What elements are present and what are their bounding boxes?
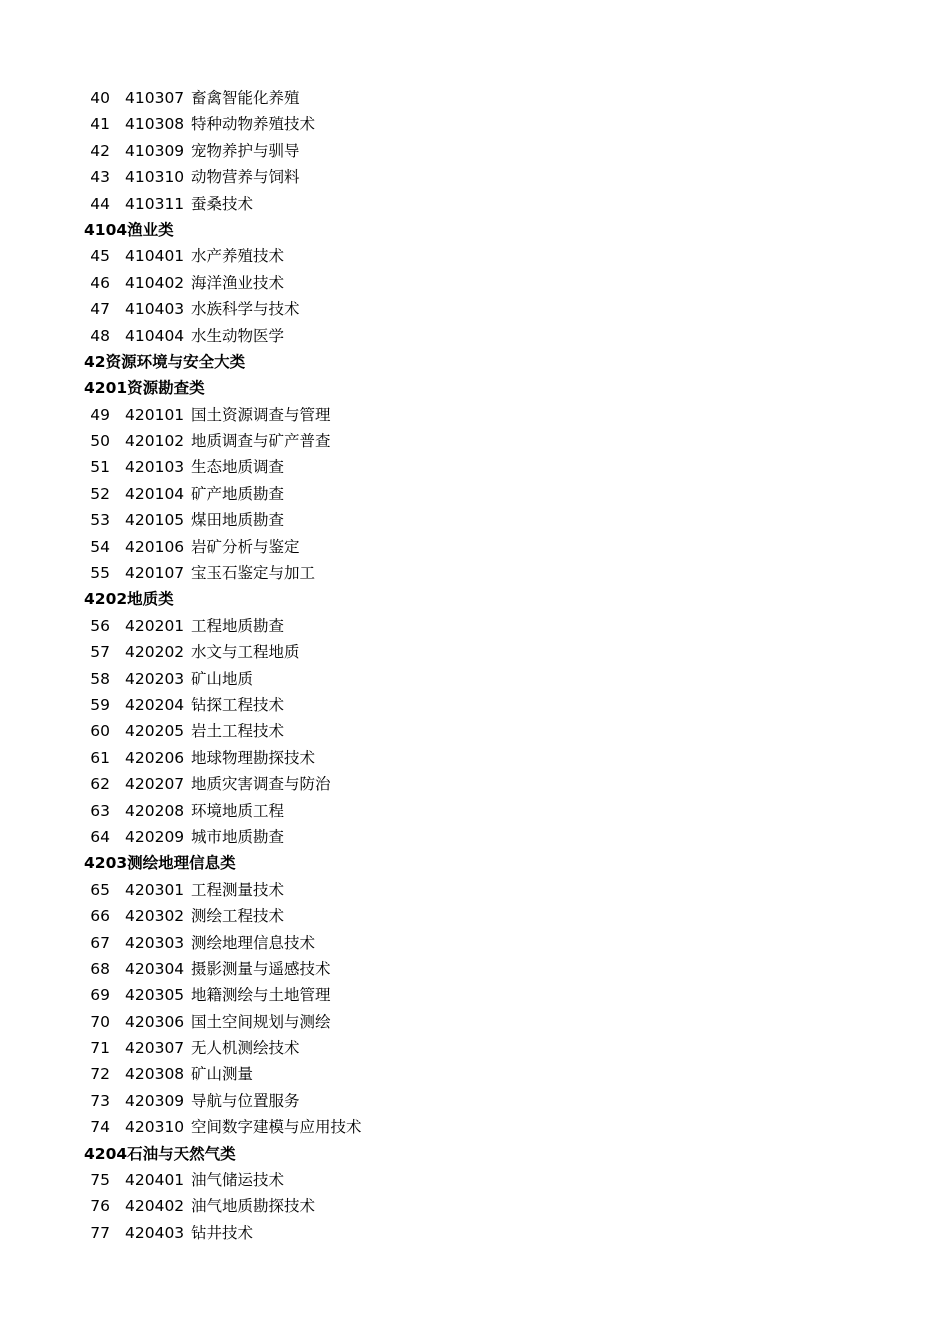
program-row	[0, 85, 950, 111]
program-name: 钻井技术	[191, 1223, 254, 1242]
program-code: 410309	[125, 141, 185, 160]
category-heading: 42资源环境与安全大类	[84, 352, 246, 371]
category-heading: 4203测绘地理信息类	[84, 854, 236, 873]
program-code: 420107	[125, 564, 185, 583]
program-code: 420205	[125, 722, 185, 741]
row-number: 65	[90, 880, 110, 899]
program-row	[0, 1009, 950, 1035]
category-heading: 4201资源勘查类	[84, 379, 205, 398]
program-name: 动物营养与饲料	[191, 168, 300, 187]
program-name: 矿山地质	[191, 669, 254, 688]
program-name: 矿山测量	[191, 1065, 254, 1084]
program-code: 410311	[125, 194, 185, 213]
row-number: 55	[90, 564, 110, 583]
row-number: 53	[90, 511, 110, 530]
category-heading: 4104渔业类	[84, 220, 174, 239]
program-code: 410404	[125, 326, 185, 345]
program-code: 420203	[125, 669, 185, 688]
program-name: 空间数字建模与应用技术	[191, 1118, 362, 1137]
program-code: 420306	[125, 1012, 185, 1031]
program-row	[0, 903, 950, 929]
row-number: 52	[90, 484, 110, 503]
row-number: 59	[90, 695, 110, 714]
program-code: 420102	[125, 432, 185, 451]
row-number: 64	[90, 827, 110, 846]
row-number: 63	[90, 801, 110, 820]
program-row	[0, 1167, 950, 1193]
program-row	[0, 1114, 950, 1140]
program-name: 蚕桑技术	[191, 194, 254, 213]
program-list	[0, 85, 950, 1246]
program-code: 420402	[125, 1197, 185, 1216]
row-number: 43	[90, 168, 110, 187]
program-row	[0, 296, 950, 322]
program-name: 生态地质调查	[191, 458, 285, 477]
program-name: 工程地质勘查	[191, 616, 285, 635]
program-name: 环境地质工程	[191, 801, 285, 820]
program-name: 水产养殖技术	[191, 247, 285, 266]
program-row	[0, 613, 950, 639]
program-name: 特种动物养殖技术	[191, 115, 316, 134]
program-row	[0, 692, 950, 718]
program-code: 420309	[125, 1091, 185, 1110]
program-row	[0, 191, 950, 217]
row-number: 72	[90, 1065, 110, 1084]
row-number: 48	[90, 326, 110, 345]
program-name: 国土资源调查与管理	[191, 405, 331, 424]
program-name: 海洋渔业技术	[191, 273, 285, 292]
row-number: 66	[90, 907, 110, 926]
program-row	[0, 982, 950, 1008]
row-number: 56	[90, 616, 110, 635]
program-row	[0, 824, 950, 850]
row-number: 47	[90, 300, 110, 319]
row-number: 44	[90, 194, 110, 213]
program-code: 420104	[125, 484, 185, 503]
program-name: 无人机测绘技术	[191, 1039, 300, 1058]
program-row	[0, 481, 950, 507]
program-name: 煤田地质勘查	[191, 511, 285, 530]
row-number: 77	[90, 1223, 110, 1242]
row-number: 40	[90, 89, 110, 107]
program-row	[0, 1061, 950, 1087]
program-row	[0, 718, 950, 744]
program-row	[0, 138, 950, 164]
row-number: 69	[90, 986, 110, 1005]
program-code: 420206	[125, 748, 185, 767]
row-number: 73	[90, 1091, 110, 1110]
program-code: 420101	[125, 405, 185, 424]
program-code: 420103	[125, 458, 185, 477]
program-row	[0, 402, 950, 428]
program-row	[0, 428, 950, 454]
program-row	[0, 666, 950, 692]
row-number: 62	[90, 775, 110, 794]
row-number: 46	[90, 273, 110, 292]
program-row	[0, 454, 950, 480]
row-number: 61	[90, 748, 110, 767]
program-name: 国土空间规划与测绘	[191, 1012, 331, 1031]
program-name: 油气储运技术	[191, 1171, 285, 1190]
program-row	[0, 507, 950, 533]
program-code: 410307	[125, 89, 185, 107]
program-row	[0, 243, 950, 269]
program-code: 420208	[125, 801, 185, 820]
program-code: 420209	[125, 827, 185, 846]
program-code: 420204	[125, 695, 185, 714]
program-code: 420207	[125, 775, 185, 794]
row-number: 68	[90, 959, 110, 978]
row-number: 50	[90, 432, 110, 451]
program-row	[0, 1193, 950, 1219]
row-number: 54	[90, 537, 110, 556]
program-name: 钻探工程技术	[191, 695, 285, 714]
program-name: 地质灾害调查与防治	[191, 775, 331, 794]
program-code: 410310	[125, 168, 185, 187]
program-name: 地质调查与矿产普查	[191, 432, 331, 451]
program-row	[0, 956, 950, 982]
program-name: 岩矿分析与鉴定	[191, 537, 300, 556]
program-row	[0, 771, 950, 797]
program-row	[0, 270, 950, 296]
program-name: 地球物理勘探技术	[191, 748, 316, 767]
program-code: 420105	[125, 511, 185, 530]
program-row	[0, 323, 950, 349]
program-row	[0, 1088, 950, 1114]
program-name: 测绘地理信息技术	[191, 933, 316, 952]
program-row	[0, 560, 950, 586]
program-name: 水文与工程地质	[191, 643, 300, 662]
program-code: 410403	[125, 300, 185, 319]
program-code: 410401	[125, 247, 185, 266]
program-row	[0, 1220, 950, 1246]
row-number: 42	[90, 141, 110, 160]
program-name: 工程测量技术	[191, 880, 285, 899]
program-code: 420310	[125, 1118, 185, 1137]
row-number: 60	[90, 722, 110, 741]
program-code: 420305	[125, 986, 185, 1005]
program-name: 摄影测量与遥感技术	[191, 959, 331, 978]
program-name: 油气地质勘探技术	[191, 1197, 316, 1216]
program-code: 420304	[125, 959, 185, 978]
program-name: 矿产地质勘查	[191, 484, 285, 503]
row-number: 75	[90, 1171, 110, 1190]
program-name: 水生动物医学	[191, 326, 285, 345]
row-number: 57	[90, 643, 110, 662]
program-row	[0, 111, 950, 137]
row-number: 41	[90, 115, 110, 134]
program-code: 420202	[125, 643, 185, 662]
program-code: 420301	[125, 880, 185, 899]
row-number: 74	[90, 1118, 110, 1137]
row-number: 45	[90, 247, 110, 266]
program-code: 420106	[125, 537, 185, 556]
row-number: 76	[90, 1197, 110, 1216]
program-name: 畜禽智能化养殖	[191, 89, 300, 107]
row-number: 67	[90, 933, 110, 952]
program-code: 420401	[125, 1171, 185, 1190]
program-code: 420302	[125, 907, 185, 926]
row-number: 71	[90, 1039, 110, 1058]
program-row	[0, 1035, 950, 1061]
program-code: 420201	[125, 616, 185, 635]
category-heading: 4204石油与天然气类	[84, 1144, 236, 1163]
program-row	[0, 877, 950, 903]
program-code: 420303	[125, 933, 185, 952]
program-code: 420403	[125, 1223, 185, 1242]
program-row	[0, 798, 950, 824]
program-row	[0, 639, 950, 665]
program-row	[0, 164, 950, 190]
program-code: 410308	[125, 115, 185, 134]
program-row	[0, 534, 950, 560]
program-name: 测绘工程技术	[191, 907, 285, 926]
category-heading: 4202地质类	[84, 590, 174, 609]
program-code: 420307	[125, 1039, 185, 1058]
program-name: 宠物养护与驯导	[191, 141, 300, 160]
program-row	[0, 745, 950, 771]
program-name: 水族科学与技术	[191, 300, 300, 319]
program-name: 宝玉石鉴定与加工	[191, 564, 316, 583]
row-number: 51	[90, 458, 110, 477]
row-number: 58	[90, 669, 110, 688]
row-number: 70	[90, 1012, 110, 1031]
program-code: 410402	[125, 273, 185, 292]
program-name: 导航与位置服务	[191, 1091, 300, 1110]
program-name: 岩土工程技术	[191, 722, 285, 741]
row-number: 49	[90, 405, 110, 424]
program-code: 420308	[125, 1065, 185, 1084]
program-row	[0, 930, 950, 956]
program-name: 地籍测绘与土地管理	[191, 986, 331, 1005]
program-name: 城市地质勘查	[191, 827, 285, 846]
